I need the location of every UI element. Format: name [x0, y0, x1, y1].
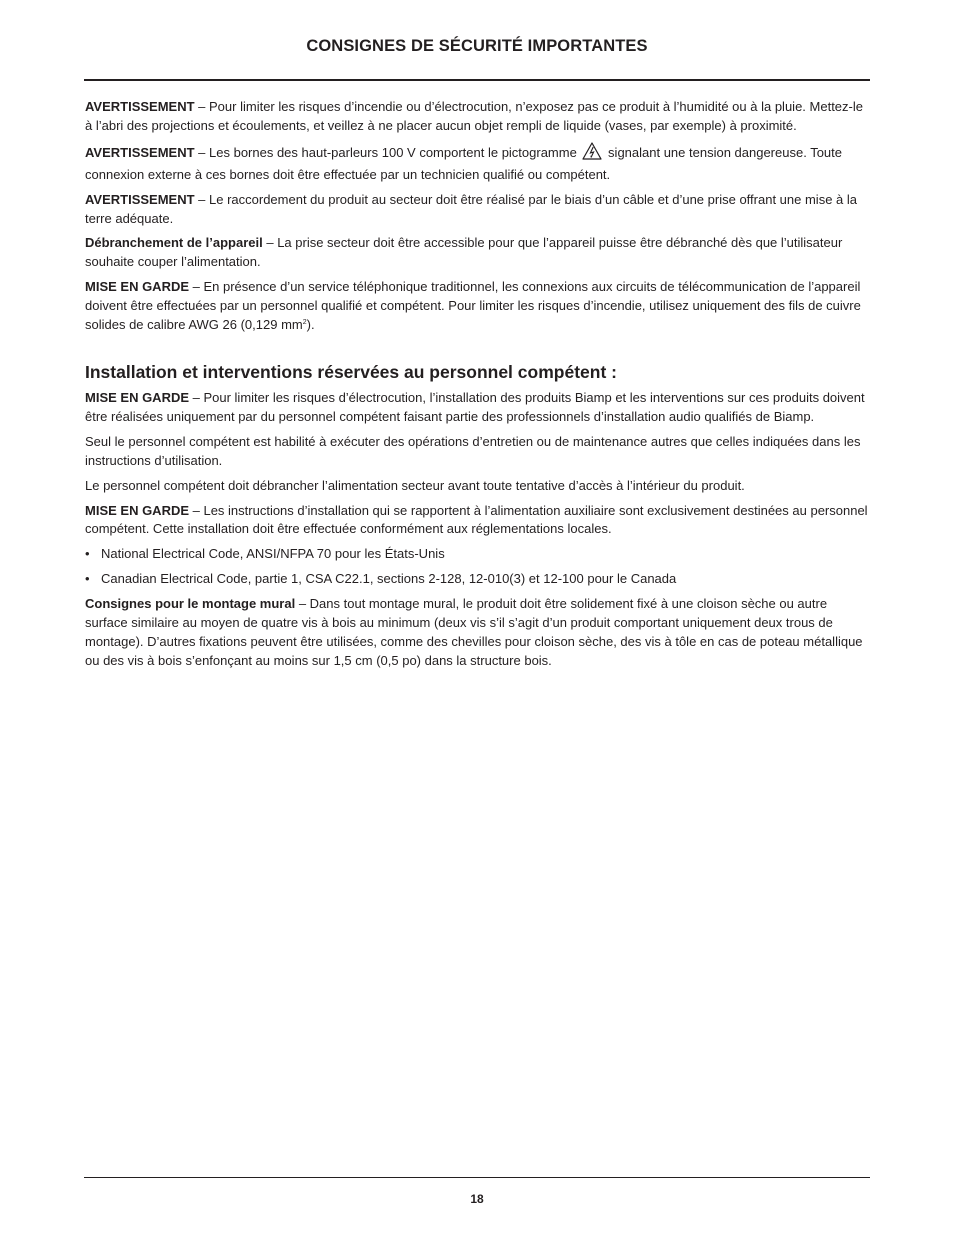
caution-label: MISE EN GARDE — [85, 502, 190, 518]
warning-paragraph-grounding — [85, 191, 869, 229]
paragraph-disconnect-power: Le personnel compétent doit débrancher l’alimentation secteur avant toute tentative d’accès à l’intérieur du produit. — [85, 477, 745, 493]
caution-paragraph-aux-power — [85, 502, 869, 540]
warning-text: – Les bornes des haut-parleurs 100 V comportent le pictogramme — [194, 144, 581, 160]
high-voltage-warning-icon — [582, 142, 602, 166]
document-body — [85, 98, 869, 677]
caution-paragraph-electrocution — [85, 389, 869, 427]
list-item — [85, 545, 869, 564]
footer-divider — [84, 1177, 870, 1178]
paragraph-label: Consignes pour le montage mural — [85, 596, 296, 612]
paragraph-label: Débranchement de l’appareil — [85, 235, 263, 251]
bullet: • — [85, 571, 90, 587]
warning-text: – Pour limiter les risques d’incendie ou d’électrocution, n’exposez pas ce produit à l’humidité ou à la pluie. Mettez-le à l’abri des projections et écoulements, et veillez à ne placer aucun objet rempli de liquide (vases, par exemple) à proximité. — [85, 99, 863, 133]
paragraph-maintenance: Seul le personnel compétent est habilité à exécuter des opérations d’entretien ou de maintenance autres que celles indiquées dans les instructions d’utilisation. — [85, 433, 861, 468]
page-number: 18 — [470, 1192, 484, 1206]
caution-text: – En présence d’un service téléphonique traditionnel, les connexions aux circuits de télécommunication de l’appareil doivent être effectuées par un personnel qualifié et compétent. Pour limiter les risques d’incendie, utilisez uniquement des fils de cuivre solides de calibre AWG 26 (0,129 mm — [85, 279, 861, 333]
warning-paragraph-humidity — [85, 98, 869, 136]
warning-paragraph-speaker-terminals — [85, 142, 869, 185]
caution-text: – Les instructions d’installation qui se rapportent à l’alimentation auxiliaire sont exclusivement destinées au personnel compétent. Cette installation doit être effectuée conformément aux réglementations locales. — [85, 502, 868, 537]
list-item-text: National Electrical Code, ANSI/NFPA 70 pour les États-Unis — [101, 546, 445, 562]
list-item-text: Canadian Electrical Code, partie 1, CSA C22.1, sections 2-128, 12-010(3) et 12-100 pour le Canada — [101, 571, 677, 587]
paragraph-disconnect — [85, 234, 869, 272]
warning-label: AVERTISSEMENT — [85, 144, 195, 160]
electrical-code-list — [85, 545, 869, 589]
warning-text: – Le raccordement du produit au secteur doit être réalisé par le biais d’un câble et d’une prise offrant une mise à la terre adéquate. — [85, 191, 857, 226]
caution-text-end: ). — [306, 317, 315, 333]
caution-label: MISE EN GARDE — [85, 389, 190, 405]
caution-paragraph-telecom — [85, 278, 869, 335]
warning-label: AVERTISSEMENT — [85, 191, 195, 207]
caution-text: – Pour limiter les risques d’électrocution, l’installation des produits Biamp et les interventions sur ces produits doivent être réalisées uniquement par du personnel compétent faisant partie des professionnels d’installation audio qualifiés de Biamp. — [85, 389, 865, 424]
section-heading: Installation et interventions réservées au personnel compétent : — [85, 361, 617, 382]
paragraph-text: – Dans tout montage mural, le produit doit être solidement fixé à une cloison sèche ou autre surface similaire au moyen de quatre vis à bois au minimum (deux vis s’il s’agit d’un produit comportant uniquement deux trous de montage). D’autres fixations peuvent être utilisées, comme des chevilles pour cloison sèche, des vis à tôle en cas de poteau métallique ou des vis à bois s’enfonçant au moins sur 1,5 cm (0,5 po) dans la structure bois. — [85, 596, 863, 668]
superscript: 2 — [302, 319, 307, 327]
warning-label: AVERTISSEMENT — [85, 99, 195, 114]
bullet: • — [85, 546, 90, 562]
paragraph-wall-mounting — [85, 595, 869, 671]
warning-text: signalant une tension dangereuse. Toute connexion externe à ces bornes doit être effectuée par un technicien qualifié ou compétent. — [85, 144, 842, 182]
caution-label: MISE EN GARDE — [85, 279, 190, 295]
page-title: CONSIGNES DE SÉCURITÉ IMPORTANTES — [306, 37, 648, 55]
list-item — [85, 570, 869, 589]
header-divider — [84, 79, 870, 81]
paragraph-text: – La prise secteur doit être accessible pour que l’appareil puisse être débranché dès que l’utilisateur souhaite couper l’alimentation. — [85, 235, 843, 270]
